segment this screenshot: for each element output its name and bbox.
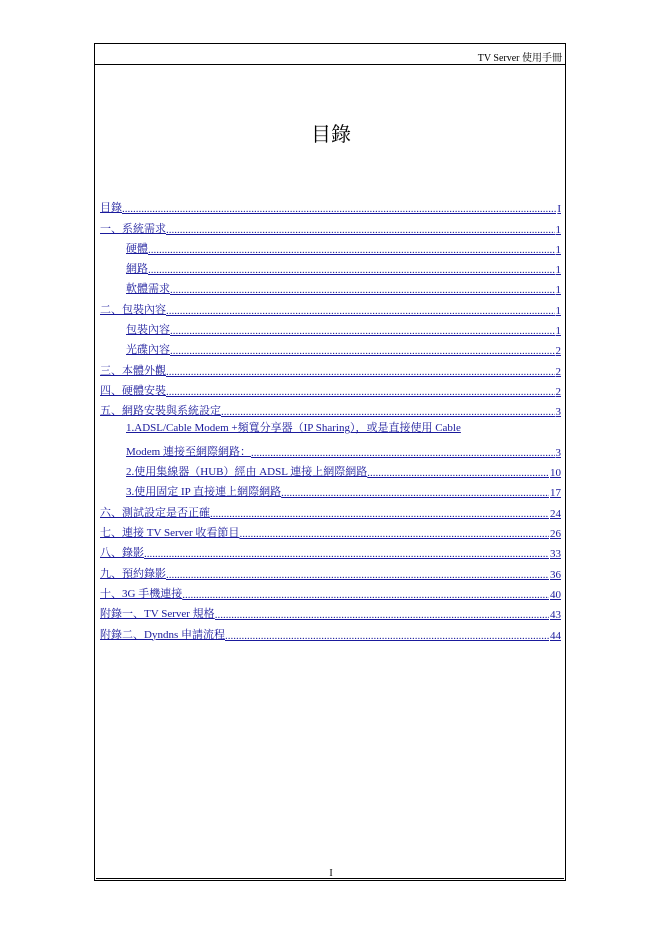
toc-page: I (557, 203, 561, 216)
toc-page: 44 (550, 629, 561, 642)
toc-page: 1 (555, 264, 561, 277)
toc-label: 硬體 (126, 242, 148, 255)
toc-label: 九、預約錄影 (100, 567, 166, 580)
toc-leader (170, 325, 555, 337)
toc-leader (166, 569, 549, 581)
toc-entry-adsl-cable[interactable] (100, 418, 561, 459)
toc-leader (166, 366, 555, 378)
toc-leader (144, 548, 549, 560)
toc-entry-network[interactable] (100, 256, 561, 276)
toc-page: 3 (555, 446, 561, 459)
toc-page: 17 (550, 487, 561, 500)
toc-entry-appearance[interactable] (100, 357, 561, 377)
toc-leader (215, 609, 549, 621)
toc-title: 目錄 (311, 122, 351, 146)
toc-label: 七、連接 TV Server 收看節目 (100, 527, 240, 540)
toc-entry-network-setup[interactable] (100, 398, 561, 418)
toc-label: 包裝內容 (126, 324, 170, 337)
page-number: I (329, 868, 333, 879)
toc-leader (122, 203, 556, 215)
toc-entry-package[interactable] (100, 296, 561, 316)
toc-label: 網路 (126, 263, 148, 276)
toc-label: 十、3G 手機連接 (100, 587, 183, 600)
toc-page: 33 (550, 548, 561, 561)
toc-page: 24 (550, 507, 561, 520)
toc-leader (170, 284, 555, 296)
toc-leader (367, 467, 549, 479)
toc-leader (210, 508, 549, 520)
toc-label: 八、錄影 (100, 547, 144, 560)
toc-entry-hardware[interactable] (100, 236, 561, 256)
toc-entry-3g-phone[interactable] (100, 581, 561, 601)
toc-leader (221, 406, 555, 418)
toc-entry-fixed-ip[interactable] (100, 479, 561, 499)
toc-label-line2: Modem 連接至網際網路： (126, 445, 251, 458)
toc-page: 2 (555, 385, 561, 398)
header-rule (95, 64, 565, 65)
toc-leader (281, 487, 549, 499)
toc-page: 1 (555, 223, 561, 236)
toc-label: 目錄 (100, 202, 122, 215)
toc-leader (166, 224, 555, 236)
toc-label: 軟體需求 (126, 283, 170, 296)
toc-page: 43 (550, 609, 561, 622)
toc-label: 3.使用固定 IP 直接連上網際網路 (126, 486, 282, 499)
toc-entry-watch-tv[interactable] (100, 520, 561, 540)
toc-leader (251, 447, 555, 459)
toc-entry-package-contents[interactable] (100, 317, 561, 337)
toc-leader (148, 244, 555, 256)
toc-label: 附錄二、Dyndns 申請流程 (100, 628, 225, 641)
table-of-contents (100, 195, 561, 642)
toc-entry-hardware-install[interactable] (100, 378, 561, 398)
toc-page: 3 (555, 406, 561, 419)
toc-page: 1 (555, 284, 561, 297)
toc-entry-scheduled-recording[interactable] (100, 560, 561, 580)
toc-label: 三、本體外觀 (100, 364, 166, 377)
toc-entry-appendix-1[interactable] (100, 601, 561, 621)
toc-leader (239, 528, 549, 540)
toc-entry-recording[interactable] (100, 540, 561, 560)
toc-leader (166, 305, 555, 317)
toc-label: 四、硬體安裝 (100, 384, 166, 397)
running-header: TV Server 使用手冊 (477, 53, 562, 64)
toc-page: 40 (550, 588, 561, 601)
toc-label: 五、網路安裝與系統設定 (100, 405, 221, 418)
toc-label: 一、系統需求 (100, 222, 166, 235)
toc-label: 2.使用集線器（HUB）經由 ADSL 連接上網際網路 (126, 466, 368, 479)
toc-leader (166, 386, 555, 398)
toc-page: 26 (550, 528, 561, 541)
toc-leader (225, 630, 549, 642)
toc-entry-hub-adsl[interactable] (100, 459, 561, 479)
toc-entry-cd-contents[interactable] (100, 337, 561, 357)
toc-entry-test-settings[interactable] (100, 499, 561, 519)
toc-page: 1 (555, 243, 561, 256)
toc-page: 36 (550, 568, 561, 581)
toc-entry-system-requirements[interactable] (100, 215, 561, 235)
toc-label: 附錄一、TV Server 規格 (100, 608, 215, 621)
toc-page: 10 (550, 467, 561, 480)
toc-label: 六、測試設定是否正確 (100, 506, 210, 519)
toc-label: 光碟內容 (126, 344, 170, 357)
toc-leader (170, 345, 555, 357)
toc-leader (148, 264, 555, 276)
toc-page: 2 (555, 345, 561, 358)
toc-label: 二、包裝內容 (100, 303, 166, 316)
toc-entry-software[interactable] (100, 276, 561, 296)
toc-entry-contents[interactable] (100, 195, 561, 215)
toc-entry-appendix-2[interactable] (100, 621, 561, 641)
toc-page: 1 (555, 325, 561, 338)
toc-leader (182, 589, 549, 601)
toc-label-line1: 1.ADSL/Cable Modem +頻寬分享器（IP Sharing），或是直接使用 Cable (126, 422, 461, 435)
toc-page: 2 (555, 365, 561, 378)
toc-page: 1 (555, 304, 561, 317)
